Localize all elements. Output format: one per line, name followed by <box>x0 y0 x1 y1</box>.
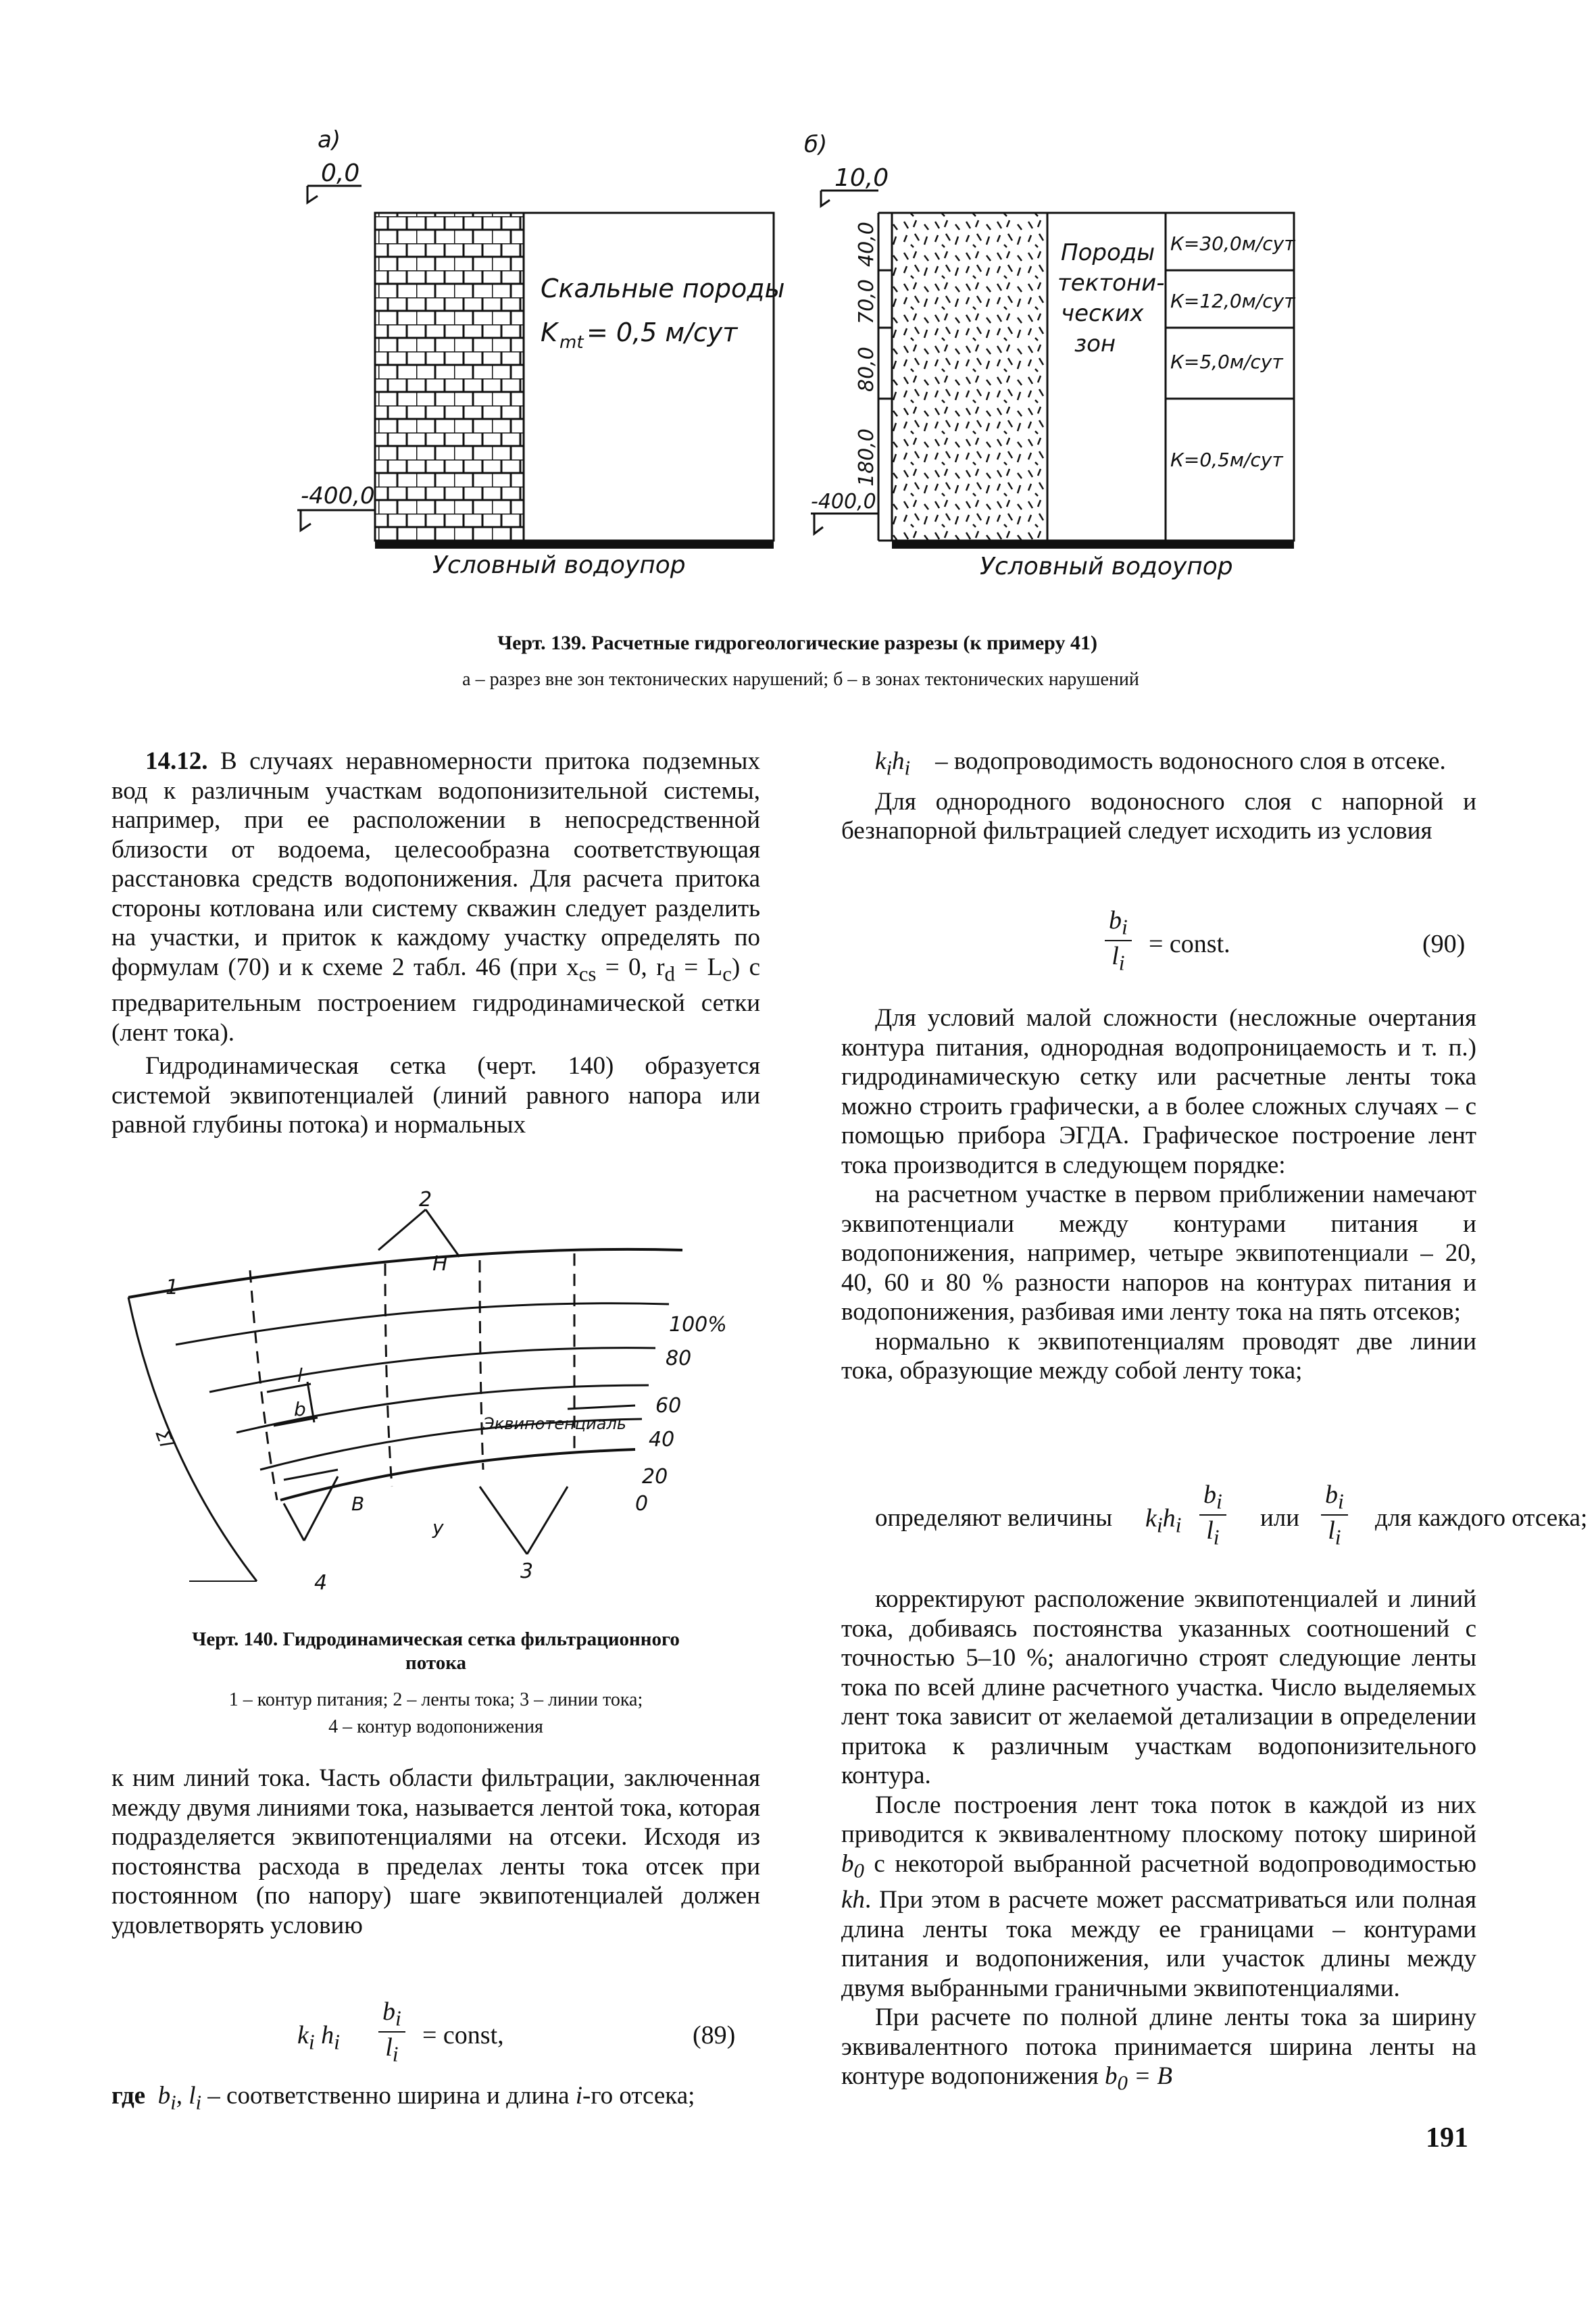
label-b: В <box>351 1493 365 1515</box>
right-column-middle <box>841 1003 1476 1386</box>
panel-b-bottom-level: -400,0 <box>811 490 876 514</box>
label-80: 80 <box>666 1347 692 1370</box>
right-column <box>841 747 1476 846</box>
figure-140 <box>101 1188 777 1608</box>
drawdown-contour <box>280 1449 635 1500</box>
k-value-3: К=5,0м/сут <box>1170 351 1283 373</box>
paragraph-step-4: корректируют расположение эквипотенциалей и линий тока, добиваясь постоянства указанных соотношений с точностью 5–10 %; аналогично строят следующие ленты тока по всей длине расчетного участка. Число выделяемых лент тока зависит от желаемой детализации в определении притока к различным участкам водопонизительного контура. <box>841 1585 1476 1789</box>
figure-140-caption-1: Черт. 140. Гидродинамическая сетка фильтрационного <box>192 1628 680 1650</box>
figure-140-caption-2: потока <box>405 1652 466 1674</box>
equation-number-90: (90) <box>1422 930 1466 958</box>
label-4: 4 <box>314 1571 328 1595</box>
figure-139 <box>0 0 1596 608</box>
paragraph-step-2: нормально к эквипотенциалям проводят две линии тока, образующие между собой ленту тока; <box>841 1327 1476 1385</box>
figure-139-caption: Черт. 139. Расчетные гидрогеологические разрезы (к примеру 41) <box>497 632 1097 654</box>
zone-label-4: зон <box>1074 330 1116 357</box>
k-value-1: К=30,0м/сут <box>1170 232 1295 255</box>
depth-3: 80,0 <box>855 347 878 392</box>
panel-b-letter: б) <box>804 131 828 158</box>
zone-label-3: ческих <box>1061 300 1144 327</box>
label-y1: у <box>432 1516 444 1539</box>
label-bi: b <box>294 1398 306 1420</box>
label-100: 100% <box>669 1313 727 1337</box>
paragraph-full-length: При расчете по полной длине ленты тока за ширину эквивалентного потока принимается ширина ленты на контуре водопонижения $b_0 = B$ <box>841 2003 1476 2095</box>
panel-a-bottom-level: -400,0 <box>301 482 375 509</box>
left-column-bottom <box>111 1764 760 1940</box>
equation-number-89: (89) <box>693 2021 736 2049</box>
formula-90: $\frac{b_i}{l_i}$ = const. (90) <box>841 905 1476 980</box>
label-0: 0 <box>635 1492 649 1516</box>
determine-values-line: определяют величины $k_ih_i$ $\frac{b_i}{l_i}$ или $\frac{b_i}{l_i}$ для каждого отсека; <box>875 1480 1588 1549</box>
label-li: l <box>297 1364 303 1387</box>
rock-label-sub: mt <box>559 332 584 353</box>
paragraph-equivalent-flow: После построения лент тока поток в каждой из них приводится к эквивалентному плоскому потоку шириной $b_0$ с некоторой выбранной расчетной водопроводимостью kh. При этом в расчете может рассматриваться или полная длина ленты тока между ее границами – контурами питания и водопонижения, или участок длины между двумя выбранными граничными эквипотенциалями. <box>841 1791 1476 2002</box>
left-column-top <box>111 747 760 1140</box>
panel-a-aquitard: Условный водоупор <box>432 551 686 579</box>
section-number: 14.12. <box>145 747 208 775</box>
label-20: 20 <box>642 1465 668 1489</box>
label-60: 60 <box>655 1394 682 1418</box>
label-40: 40 <box>649 1428 675 1451</box>
paragraph-hydro-grid: Гидродинамическая сетка (черт. 140) образуется системой эквипотенциалей (линий равного напора или равной глубины потока) и нормальных <box>111 1052 760 1139</box>
panel-b-section <box>804 131 1295 580</box>
paragraph-stream-tube: к ним линий тока. Часть области фильтрации, заключенная между двумя линиями тока, называется лентой тока, которая подразделяется эквипотенциалями на отсеки. Исходя из постоянства расхода в пределах ленты тока отсек при постоянном (по напору) шаге эквипотенциалей должен удовлетворять условию <box>111 1764 760 1939</box>
where-clause: где $b_i$, $l_i$ – соответственно ширина и длина i-го отсека; <box>111 2082 695 2114</box>
supply-contour <box>128 1249 682 1297</box>
depth-1: 40,0 <box>855 222 878 267</box>
zone-label-2: тектони- <box>1057 270 1165 297</box>
paragraph-step-1: на расчетном участке в первом приближении намечают эквипотенциали между контурами питания и водопонижения, например, четыре эквипотенциали – 20, 40, 60 и 80 % разности напоров на контурах питания и водопонижения, разбивая ими ленту тока на пять отсеков; <box>841 1180 1476 1326</box>
rock-label-1: Скальные породы <box>541 274 785 303</box>
figure-140-subcaption-1: 1 – контур питания; 2 – ленты тока; 3 – линии тока; <box>228 1689 643 1710</box>
panel-a-section <box>297 126 785 579</box>
depth-2: 70,0 <box>855 279 878 324</box>
paragraph-low-complexity: Для условий малой сложности (несложные очертания контура питания, однородная водопроницаемость и т. п.) гидродинамическую сетку или расчетные ленты тока можно строить графически, а в более сложных случаях – с помощью прибора ЭГДА. Графическое построение лент тока производится в следующем порядке: <box>841 1004 1476 1179</box>
panel-a-top-level: 0,0 <box>321 159 360 187</box>
figure-140-subcaption-2: 4 – контур водопонижения <box>328 1716 543 1737</box>
label-side: Σl <box>151 1426 178 1451</box>
right-column-bottom <box>841 1585 1476 2098</box>
zone-label-1: Породы <box>1061 239 1155 266</box>
label-h: Н <box>432 1252 448 1276</box>
figure-139-subcaption: а – разрез вне зон тектонических нарушений; б – в зонах тектонических нарушений <box>462 669 1139 690</box>
panel-b-top-level: 10,0 <box>834 164 889 192</box>
khi-definition: $k_ih_i$ – водопроводимость водоносного слоя в отсеке. <box>875 747 1446 780</box>
label-equipotential: Эквипотенциаль <box>483 1414 626 1433</box>
depth-4: 180,0 <box>855 428 878 487</box>
panel-a-letter: а) <box>318 126 341 153</box>
k-value-2: К=12,0м/сут <box>1170 290 1295 312</box>
label-2: 2 <box>419 1188 432 1212</box>
label-1: 1 <box>166 1276 179 1299</box>
paragraph-homogeneous: Для однородного водоносного слоя с напорной и безнапорной фильтрацией следует исходить из условия <box>841 787 1476 845</box>
paragraph-14-12: 14.12. В случаях неравномерности притока подземных вод к различным участкам водопонизительной системы, например, при ее расположении в непосредственной близости от водоема, целесообразна соответствующая расстановка средств водопонижения. Для расчета притока стороны котлована или систему скважин следует разделить на участки, и приток к каждому участку определять по формулам (70) и к схеме 2 табл. 46 (при $x_{cs} = 0$, $r_d = L_c$) с предварительным построением гидродинамической сетки (лент тока). <box>111 747 761 1047</box>
k-value-4: К=0,5м/сут <box>1170 449 1283 471</box>
rock-label-value: = 0,5 м/сут <box>587 318 738 347</box>
label-3: 3 <box>520 1560 534 1583</box>
panel-b-aquitard: Условный водоупор <box>980 553 1233 580</box>
formula-89: $k_i$ $h_i$ $\frac{b_i}{l_i}$ = const, (89) <box>297 1997 736 2066</box>
page-number: 191 <box>1426 2122 1468 2154</box>
rock-label-k: K <box>541 318 557 347</box>
